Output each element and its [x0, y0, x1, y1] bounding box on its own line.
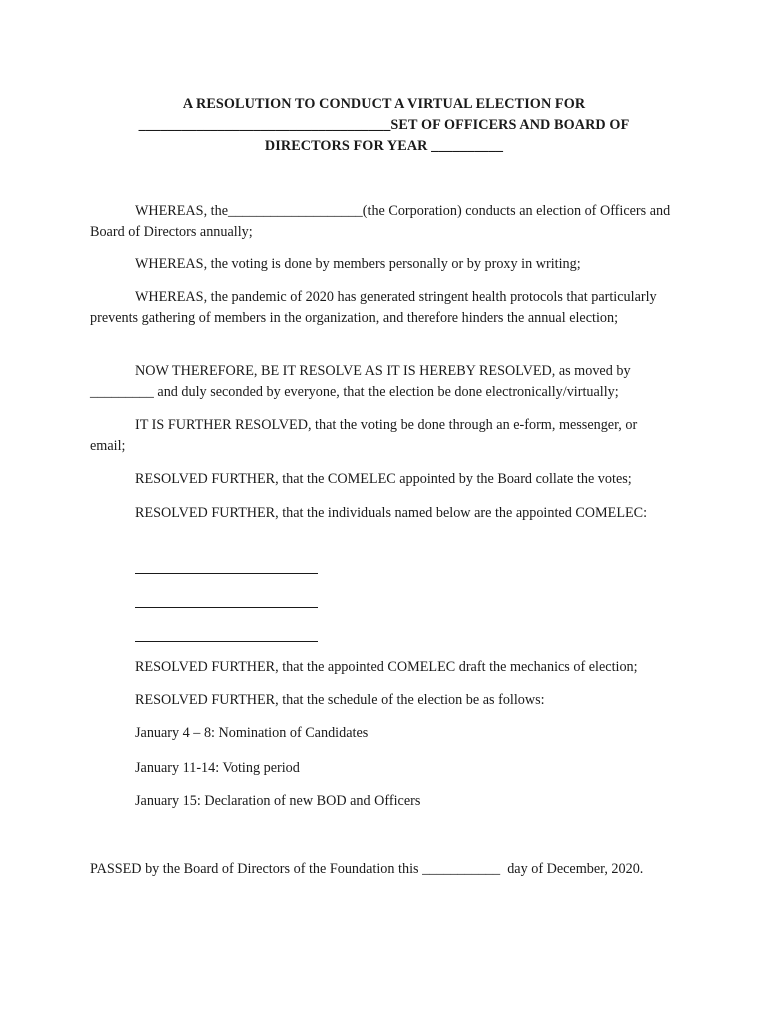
schedule-item: January 11-14: Voting period — [135, 760, 300, 776]
document-title — [90, 94, 678, 157]
title-line-1: A RESOLUTION TO CONDUCT A VIRTUAL ELECTION FOR — [182, 96, 586, 112]
whereas-clause-3: WHEREAS, the pandemic of 2020 has generated stringent health protocols that particularly prevents gathering of members in the organization, and therefore hinders the annual election; — [90, 289, 661, 326]
title-line-3: DIRECTORS FOR YEAR __________ — [264, 138, 504, 154]
resolved-further-collate-votes: RESOLVED FURTHER, that the COMELEC appointed by the Board collate the votes; — [135, 471, 632, 487]
whereas-clause-2: WHEREAS, the voting is done by members personally or by proxy in writing; — [135, 256, 581, 272]
comelec-signature-line-1 — [135, 573, 318, 574]
comelec-signature-line-3 — [135, 641, 318, 642]
resolved-further-schedule: RESOLVED FURTHER, that the schedule of the election be as follows: — [135, 692, 545, 708]
schedule-item: January 4 – 8: Nomination of Candidates — [135, 725, 369, 741]
passed-statement: PASSED by the Board of Directors of the Foundation this ___________ day of December, 2020. — [90, 861, 644, 877]
resolved-further-mechanics: RESOLVED FURTHER, that the appointed COMELEC draft the mechanics of election; — [135, 659, 638, 675]
further-resolved-voting-method: IT IS FURTHER RESOLVED, that the voting be done through an e-form, messenger, or email; — [90, 417, 641, 454]
title-line-2: ___________________________________SET OF OFFICERS AND BOARD OF — [138, 117, 630, 133]
resolved-further-comelec-members: RESOLVED FURTHER, that the individuals named below are the appointed COMELEC: — [135, 505, 648, 521]
now-therefore-clause: NOW THEREFORE, BE IT RESOLVE AS IT IS HEREBY RESOLVED, as moved by _________ and duly seconded by everyone, that the election be done electronically/virtually; — [90, 363, 635, 400]
schedule-item: January 15: Declaration of new BOD and Officers — [135, 793, 421, 809]
comelec-signature-line-2 — [135, 607, 318, 608]
whereas-clause-1: WHEREAS, the___________________(the Corporation) conducts an election of Officers and Board of Directors annually; — [90, 203, 674, 240]
